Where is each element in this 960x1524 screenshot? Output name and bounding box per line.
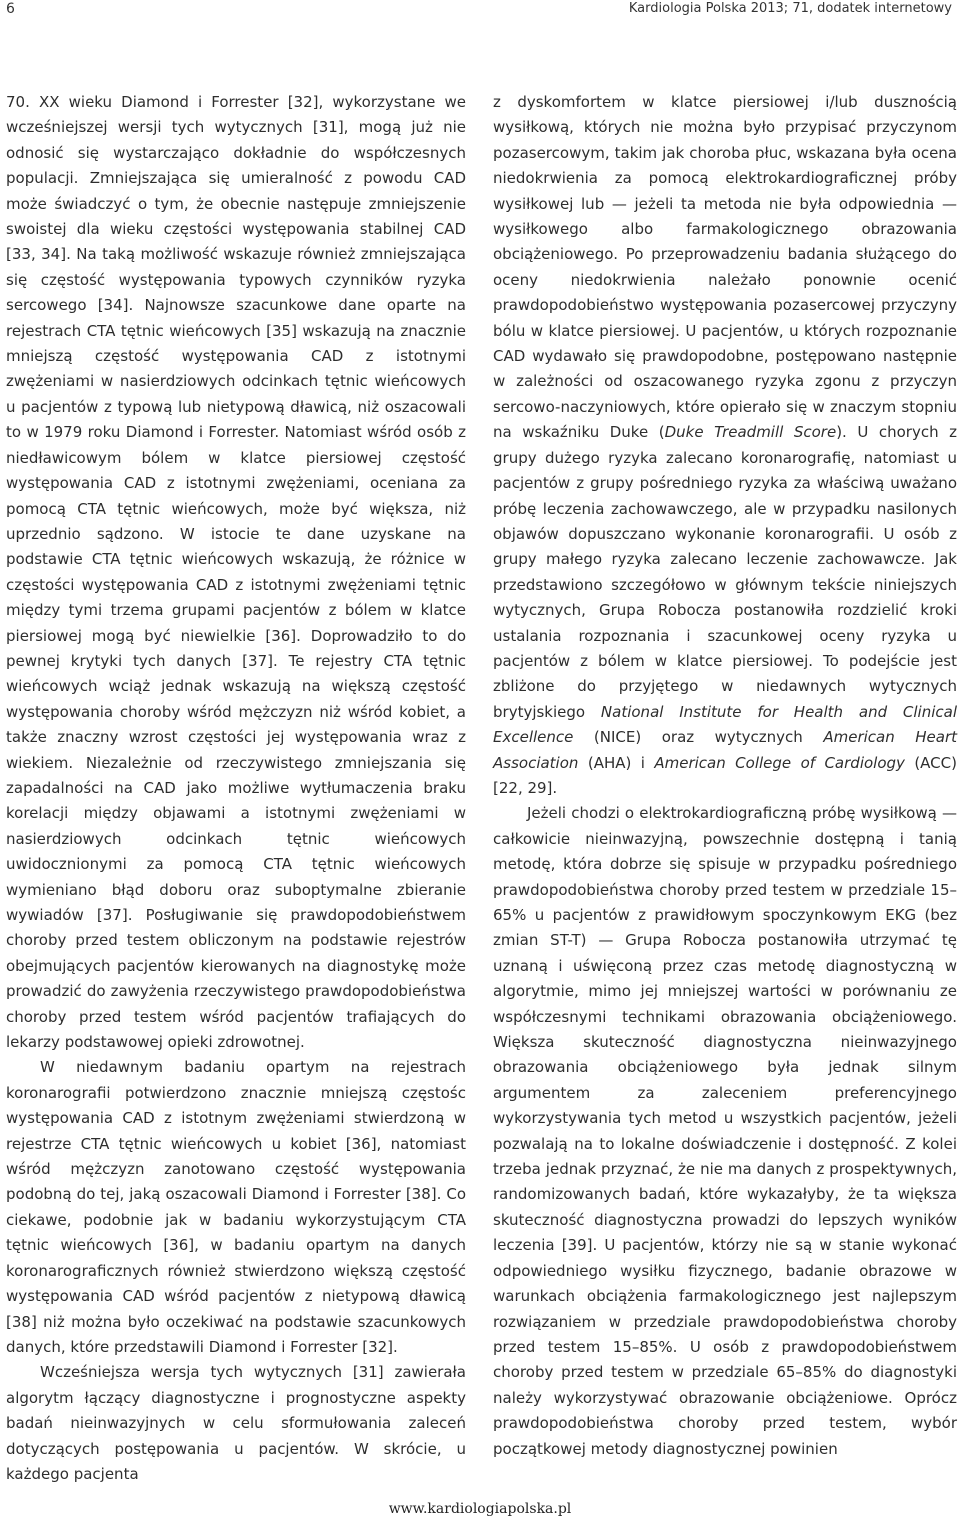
right-column <box>493 90 957 1462</box>
left-column <box>6 90 466 1487</box>
text-run: (NICE) oraz wytycznych <box>573 728 824 747</box>
italic-term: National Institute for Health and Clinical Excellence <box>493 702 958 747</box>
page-number: 6 <box>6 1 15 17</box>
footer-url: www.kardiologiapolska.pl <box>388 1501 572 1517</box>
text-run: (ACC) [22, 29]. <box>493 753 957 797</box>
text-run: ). U chorych z grupy dużego ryzyka zalecano koronarografię, natomiast u pacjentów z grupy pośredniego ryzyka za właściwą uważano próbę leczenia zachowawczego, ale w przypadku nasilonych objawów dopuszczano wykonanie koronarografii. U osób z grupy małego ryzyka zalecano leczenie zachowawcze. Jak przedstawiono szczegółowo w głównym tekście niniejszych wytycznych, Grupa Robocza postanowiła rozdzielić kroki ustalania rozpoznania i szacunkowej oceny ryzyka u pacjentów z bólem w klatce piersiowej. To podejście jest zbliżone do przyjętego w niedawnych wytycznych brytyjskiego <box>493 423 957 721</box>
italic-term: American Heart Association <box>493 728 957 772</box>
paragraph: 70. XX wieku Diamond i Forrester [32], wykorzystane we wcześniejszej wersji tych wytycznych [31], mogą już nie odnosić się wystarczająco dokładnie do współczesnych populacji. Zmniejszająca się umieralność z powodu CAD może świadczyć o tym, że obecnie następuje zmniejszenie swoistej dla wieku częstości występowania stabilnej CAD [33, 34]. Na taką możliwość wskazuje również zmniejszająca się częstość występowania typowych czynników ryzyka sercowego [34]. Najnowsze szacunkowe dane oparte na rejestrach CTA tętnic wieńcowych [35] wskazują na znacznie mniejszą częstość występowania CAD z istotnymi zwężeniami w nasierdziowych odcinkach tętnic wieńcowych u pacjentów z typową lub nietypową dławicą, niż oszacowali to w 1979 roku Diamond i Forrester. Natomiast wśród osób z niedławicowym bólem w klatce piersiowej częstość występowania CAD z istotnymi zwężeniami, oceniana za pomocą CTA tętnic wieńcowych, może być większa, niż uprzednio sądzono. W istocie te dane uzyskane na podstawie CTA tętnic wieńcowych wskazują, że różnice w częstości występowania CAD z istotnymi zwężeniami tętnic między tymi trzema grupami pacjentów z bólem w klatce piersiowej mogą być niewielkie [36]. Doprowadziło to do pewnej krytyki tych danych [37]. Te rejestry CTA tętnic wieńcowych wciąż jednak wskazują na większą częstość występowania choroby wśród mężczyzn niż wśród kobiet, a także znaczny wzrost częstości jej występowania wraz z wiekiem. Niezależnie od rzeczywistego zmniejszania się zapadalności na CAD jako możliwe wytłumaczenia braku korelacji między objawami a istotnymi zwężeniami w nasierdziowych odcinkach tętnic wieńcowych uwidocznionymi za pomocą CTA tętnic wieńcowych wymieniano błąd doboru oraz suboptymalne zbieranie wywiadów [37]. Posługiwanie się prawdopodobieństwem choroby przed testem obliczonym na podstawie rejestrów obejmujących pacjentów kierowanych na diagnostykę może prowadzić do zawyżenia rzeczywistego prawdopodobieństwa choroby przed testem wśród pacjentów trafiających do lekarzy podstawowej opieki zdrowotnej. <box>6 93 466 1052</box>
text-run: z dyskomfortem w klatce piersiowej i/lub dusznością wysiłkową, których nie można było przypisać przyczynom pozasercowym, takim jak choroba płuc, wskazana była ocena niedokrwienia za pomocą elektrokardiograficznej próby wysiłkowej lub — jeżeli ta metoda nie była odpowiednia — wysiłkowego albo farmakologicznego obrazowania obciążeniowego. Po przeprowadzeniu badania służącego do oceny niedokrwienia należało ponownie ocenić prawdopodobieństwo występowania pozasercowej przyczyny bólu w klatce piersiowej. U pacjentów, u których rozpoznanie CAD wydawało się prawdopodobne, postępowano następnie w zależności od oszacowanego ryzyka zgonu z przyczyn sercowo-naczyniowych, które opierało się w znaczym stopniu na wskaźniku Duke ( <box>493 93 957 442</box>
italic-term: American College of Cardiology <box>654 753 905 772</box>
paragraph: W niedawnym badaniu opartym na rejestrach koronarografii potwierdzono znacznie mniejszą częstośc występowania CAD z istotnym zwężeniami stwierdzoną w rejestrze CTA tętnic wieńcowych u kobiet [36], natomiast wśród mężczyzn zanotowano częstość występowania podobną do tej, jaką oszacowali Diamond i Forrester [38]. Co ciekawe, podobnie jak w badaniu wykorzystującym CTA tętnic wieńcowych [36], w badaniu opartym na danych koronarograficznych również stwierdzono większą częstość występowania CAD wśród pacjentów z nietypową dławicą [38] niż można było oczekiwać na podstawie szacunkowych danych, które przedstawili Diamond i Forrester [32]. <box>6 1058 466 1356</box>
paragraph <box>493 90 957 801</box>
paragraph: Wcześniejsza wersja tych wytycznych [31] zawierała algorytm łączący diagnostyczne i prognostyczne aspekty badań nieinwazyjnych w celu sformułowania zaleceń dotyczących postępowania u pacjentów. W skrócie, u każdego pacjenta <box>6 1363 466 1483</box>
paragraph: Jeżeli chodzi o elektrokardiograficzną próbę wysiłkową — całkowicie nieinwazyjną, powszechnie dostępną i tanią metodę, która dobrze się spisuje w przypadku pośredniego prawdopodobieństwa choroby przed testem w przedziale 15–65% u pacjentów z prawidłowym spoczynkowym EKG (bez zmian ST-T) — Grupa Robocza postanowiła utrzymać tę uznaną i uświęconą przez czas metodę diagnostyczną w algorytmie, mimo jej mniejszej wartości w porównaniu ze współczesnymi technikami obrazowania obciążeniowego. Większa skuteczność diagnostyczna nieinwazyjnego obrazowania obciążeniowego była jednak silnym argumentem za zaleceniem preferencyjnego wykorzystywania tych metod u wszystkich pacjentów, jeżeli pozwalają na to lokalne doświadczenie i dostępność. Z kolei trzeba jednak przyznać, że nie ma danych z prospektywnych, randomizowanych badań, które wykazałyby, że ta większa skuteczność diagnostyczna prowadzi do lepszych wyników leczenia [39]. U pacjentów, którzy nie są w stanie wykonać odpowiedniego wysiłku fizycznego, badanie obrazowe w warunkach obciążenia farmakologicznego jest najlepszym rozwiązaniem w przedziale prawdopodobieństwa choroby przed testem 15–85%. U osób z prawdopodobieństwem choroby przed testem w przedziale 65–85% do diagnostyki należy wykorzystywać obrazowanie obciążeniowe. Oprócz prawdopodobieństwa choroby przed testem, wybór początkowej metody diagnostycznej powinien <box>493 804 957 1458</box>
italic-term: Duke Treadmill Score <box>664 423 837 442</box>
text-run: (AHA) i <box>578 753 655 772</box>
running-header: Kardiologia Polska 2013; 71, dodatek internetowy <box>628 1 952 16</box>
